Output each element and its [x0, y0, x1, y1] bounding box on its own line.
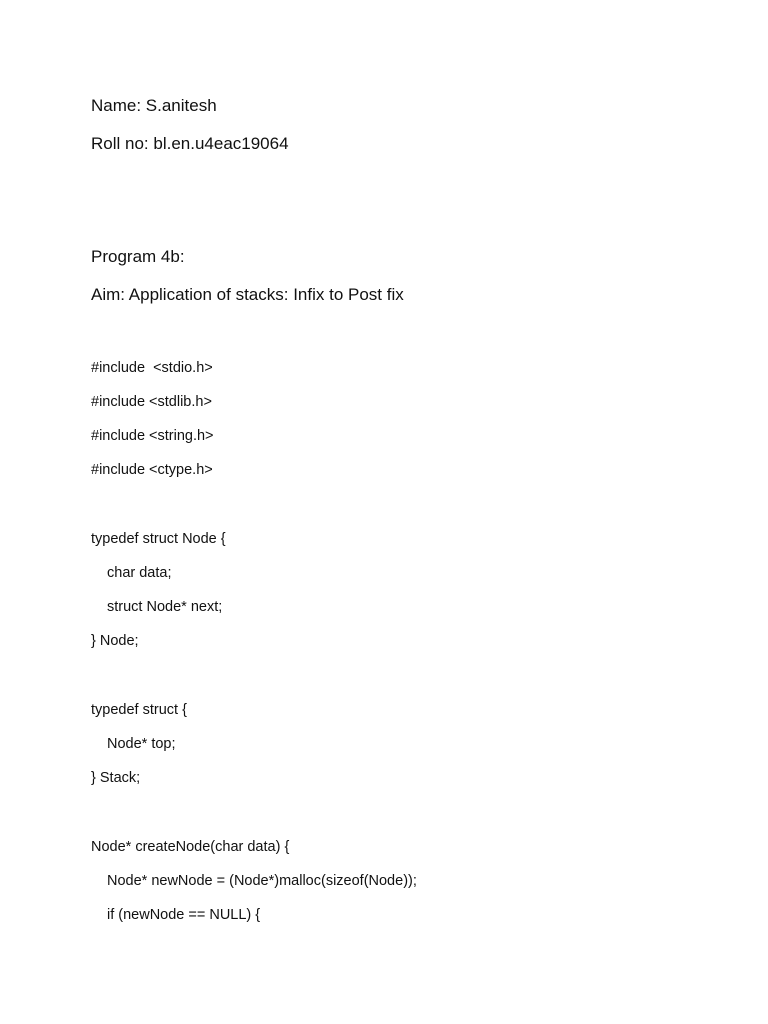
code-line: Node* top;: [107, 736, 176, 752]
roll-number: Roll no: bl.en.u4eac19064: [91, 134, 289, 153]
aim-line: Aim: Application of stacks: Infix to Post fix: [91, 285, 404, 304]
code-line: #include <stdlib.h>: [91, 394, 212, 410]
code-line: struct Node* next;: [107, 599, 223, 615]
code-line: char data;: [107, 565, 172, 581]
code-line: #include <stdio.h>: [91, 360, 213, 376]
code-line: typedef struct {: [91, 702, 187, 718]
code-line: #include <ctype.h>: [91, 462, 213, 478]
code-line: Node* newNode = (Node*)malloc(sizeof(Node));: [107, 873, 417, 889]
code-line: if (newNode == NULL) {: [107, 907, 261, 923]
code-line: } Stack;: [91, 770, 141, 786]
student-name: Name: S.anitesh: [91, 96, 217, 115]
code-line: typedef struct Node {: [91, 531, 226, 547]
program-title: Program 4b:: [91, 247, 185, 266]
code-line: Node* createNode(char data) {: [91, 839, 290, 855]
code-line: } Node;: [91, 633, 139, 649]
code-line: #include <string.h>: [91, 428, 214, 444]
